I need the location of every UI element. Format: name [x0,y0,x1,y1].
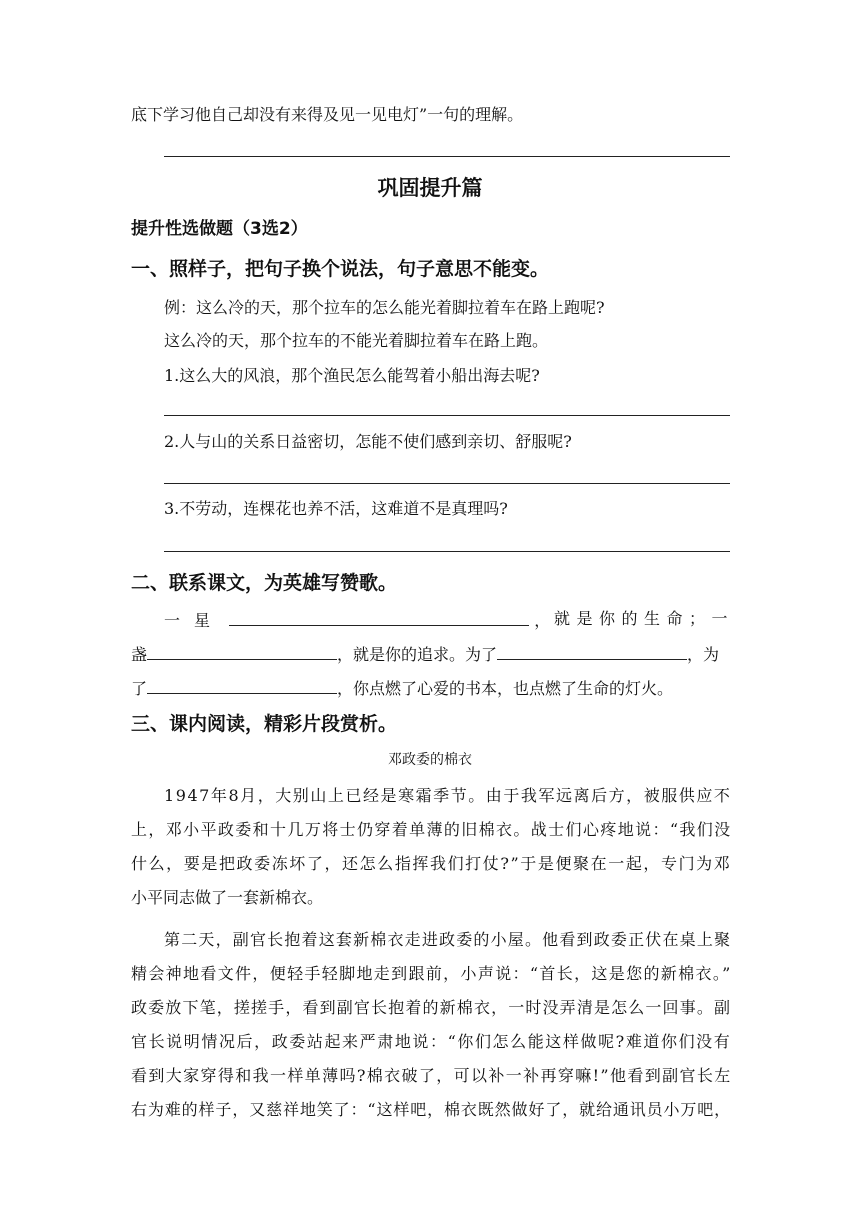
article-line-8: 官长说明情况后，政委站起来严肃地说：“你们怎么能这样做呢?难道你们没有 [131,1032,732,1051]
blank-2[interactable] [147,643,337,660]
blank-4[interactable] [147,677,337,694]
fill-line-1-prefix: 一星 [164,611,225,630]
rewrite-item-2: 2.人与山的关系日益密切，怎能不使们感到亲切、舒服呢? [164,432,572,451]
article-line-7: 政委放下笔，搓搓手，看到副官长抱着的新棉衣，一时没弄清是怎么一回事。副 [131,998,732,1017]
rewrite-item-3: 3.不劳动，连棵花也养不活，这难道不是真理吗? [164,499,508,518]
fill-line-2-prefix: 盏 [131,645,148,664]
rewrite-item-1: 1.这么大的风浪，那个渔民怎么能驾着小船出海去呢? [164,366,540,385]
article-line-5: 第二天，副官长抱着这套新棉衣走进政委的小屋。他看到政委正伏在桌上聚 [164,930,732,949]
article-line-10: 右为难的样子，又慈祥地笑了：“这样吧，棉衣既然做好了，就给通讯员小万吧， [131,1100,732,1119]
section-divider [164,156,730,157]
example-question: 例：这么冷的天，那个拉车的怎么能光着脚拉着车在路上跑呢? [164,298,605,317]
optional-questions-subtitle: 提升性选做题（3选2） [131,219,308,239]
fill-line-2-mid: ，就是你的追求。为了 [337,645,498,664]
fill-line-2 [131,643,719,665]
fill-line-1-sep: ， [534,611,551,630]
article-line-2: 上，邓小平政委和十几万将士仍穿着单薄的旧棉衣。战士们心疼地说：“我们没 [131,820,732,839]
question-3-heading: 三、课内阅读，精彩片段赏析。 [131,713,398,735]
answer-line-1[interactable] [164,415,730,416]
continued-text-line: 底下学习他自己却没有来得及见一见电灯”一句的理解。 [131,105,524,124]
answer-line-2[interactable] [164,483,730,484]
section-title: 巩固提升篇 [377,176,483,200]
fill-line-2-end: ，为 [687,645,720,664]
article-line-6: 精会神地看文件，便轻手轻脚地走到跟前，小声说：“首长，这是您的新棉衣。” [131,964,732,983]
fill-line-3-end: ，你点燃了心爱的书本，也点燃了生命的灯火。 [337,679,674,698]
fill-line-1-end: 就是你的生命；一 [554,609,735,628]
example-answer: 这么冷的天，那个拉车的不能光着脚拉着车在路上跑。 [164,331,549,350]
fill-line-1-start [164,609,550,631]
fill-line-3 [131,677,673,699]
article-title: 邓政委的棉衣 [388,752,472,768]
fill-line-3-prefix: 了 [131,679,148,698]
blank-3[interactable] [497,643,687,660]
article-line-9: 看到大家穿得和我一样单薄吗?棉衣破了，可以补一补再穿嘛!”他看到副官长左 [131,1066,732,1085]
question-2-heading: 二、联系课文，为英雄写赞歌。 [131,572,398,594]
article-line-1: 1947年8月，大别山上已经是寒霜季节。由于我军远离后方，被服供应不 [164,786,732,805]
answer-line-3[interactable] [164,551,730,552]
question-1-heading: 一、照样子，把句子换个说法，句子意思不能变。 [131,258,550,280]
article-line-4: 小平同志做了一套新棉衣。 [131,888,324,907]
article-line-3: 什么，要是把政委冻坏了，还怎么指挥我们打仗?”于是便聚在一起，专门为邓 [131,854,732,873]
blank-1[interactable] [229,609,529,626]
